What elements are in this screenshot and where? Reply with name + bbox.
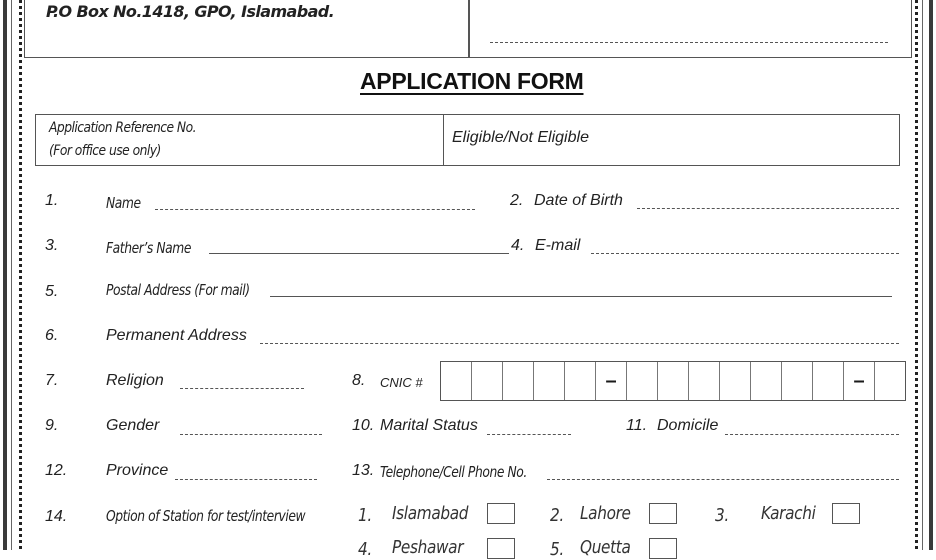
station-option-number: 3. — [715, 505, 729, 526]
cnic-digit-cell[interactable] — [658, 362, 689, 400]
station-karachi-checkbox[interactable] — [832, 503, 860, 524]
cnic-digit-cell[interactable] — [503, 362, 534, 400]
field-number: 2. — [510, 192, 524, 209]
cnic-separator: – — [844, 362, 875, 400]
gender-label: Gender — [106, 417, 160, 434]
name-field[interactable] — [155, 209, 475, 210]
field-number: 4. — [511, 237, 525, 254]
postal-address-label: Postal Address (For mail) — [106, 281, 250, 299]
field-number: 9. — [45, 417, 59, 434]
station-option-number: 4. — [358, 539, 372, 560]
field-number: 5. — [45, 283, 59, 300]
province-field[interactable] — [175, 479, 317, 480]
station-quetta-checkbox[interactable] — [649, 538, 677, 559]
page-border-right — [929, 0, 933, 550]
station-option-number: 5. — [550, 539, 564, 560]
photo-signature-box — [468, 0, 912, 58]
cnic-digit-cell[interactable] — [441, 362, 472, 400]
office-use-note: (For office use only) — [49, 143, 161, 159]
station-quetta-label: Quetta — [580, 537, 631, 558]
cnic-label: CNIC # — [380, 375, 423, 390]
field-number: 14. — [45, 508, 68, 525]
page-inner-border-right — [922, 0, 923, 550]
dotted-border-right — [915, 0, 918, 550]
domicile-field[interactable] — [725, 434, 899, 435]
father-name-label: Father’s Name — [106, 239, 192, 257]
name-label: Name — [106, 194, 141, 212]
domicile-label: Domicile — [657, 417, 719, 434]
field-number: 1. — [45, 192, 59, 209]
office-use-box — [35, 114, 900, 166]
cnic-digit-cell[interactable] — [472, 362, 503, 400]
field-number: 8. — [352, 372, 366, 389]
station-option-label: Option of Station for test/interview — [106, 507, 306, 525]
reference-number-cell[interactable] — [36, 115, 444, 165]
cnic-separator: – — [596, 362, 627, 400]
station-peshawar-label: Peshawar — [392, 537, 464, 558]
reference-label: Application Reference No. — [49, 120, 197, 136]
marital-status-number: 10. — [352, 417, 375, 434]
telephone-field[interactable] — [547, 479, 899, 480]
domicile-number: 11. — [626, 417, 648, 434]
page-inner-border-left — [11, 0, 12, 550]
email-field[interactable] — [591, 253, 899, 254]
permanent-address-label: Permanent Address — [106, 327, 247, 344]
station-peshawar-checkbox[interactable] — [487, 538, 515, 559]
postal-address-field[interactable] — [270, 296, 892, 297]
cnic-digit-cell[interactable] — [565, 362, 596, 400]
cnic-digit-cell[interactable] — [534, 362, 565, 400]
cnic-digit-cell[interactable] — [813, 362, 844, 400]
dob-field[interactable] — [637, 208, 899, 209]
cnic-digit-cell[interactable] — [627, 362, 658, 400]
form-title: APPLICATION FORM — [360, 68, 584, 94]
cnic-digit-cell[interactable] — [720, 362, 751, 400]
field-number: 7. — [45, 372, 59, 389]
field-number: 3. — [45, 237, 59, 254]
station-lahore-label: Lahore — [580, 503, 631, 524]
religion-field[interactable] — [180, 388, 304, 389]
field-number: 12. — [45, 462, 68, 479]
page-border-left — [3, 0, 7, 550]
cnic-digit-cell[interactable] — [751, 362, 782, 400]
telephone-label: Telephone/Cell Phone No. — [380, 463, 527, 481]
marital-status-field[interactable] — [487, 434, 571, 435]
station-islamabad-checkbox[interactable] — [487, 503, 515, 524]
cnic-digit-cell[interactable] — [782, 362, 813, 400]
gender-field[interactable] — [180, 434, 322, 435]
permanent-address-field[interactable] — [260, 343, 899, 344]
signature-line[interactable] — [490, 42, 888, 43]
dob-label: Date of Birth — [534, 192, 623, 209]
telephone-number: 13. — [352, 462, 375, 479]
province-label: Province — [106, 462, 169, 479]
field-number: 6. — [45, 327, 59, 344]
marital-status-label: Marital Status — [380, 417, 478, 434]
cnic-digit-cell[interactable] — [875, 362, 905, 400]
eligibility-label: Eligible/Not Eligible — [452, 129, 589, 146]
station-lahore-checkbox[interactable] — [649, 503, 677, 524]
station-karachi-label: Karachi — [761, 503, 816, 524]
cnic-input-grid — [440, 361, 906, 401]
father-name-field[interactable] — [209, 253, 509, 254]
dotted-border-left — [19, 0, 22, 550]
email-label: E-mail — [535, 237, 581, 254]
station-option-number: 1. — [358, 505, 372, 526]
station-option-number: 2. — [550, 505, 564, 526]
postal-address-text: P.O Box No.1418, GPO, Islamabad. — [46, 2, 335, 21]
religion-label: Religion — [106, 372, 164, 389]
station-islamabad-label: Islamabad — [392, 503, 469, 524]
cnic-digit-cell[interactable] — [689, 362, 720, 400]
